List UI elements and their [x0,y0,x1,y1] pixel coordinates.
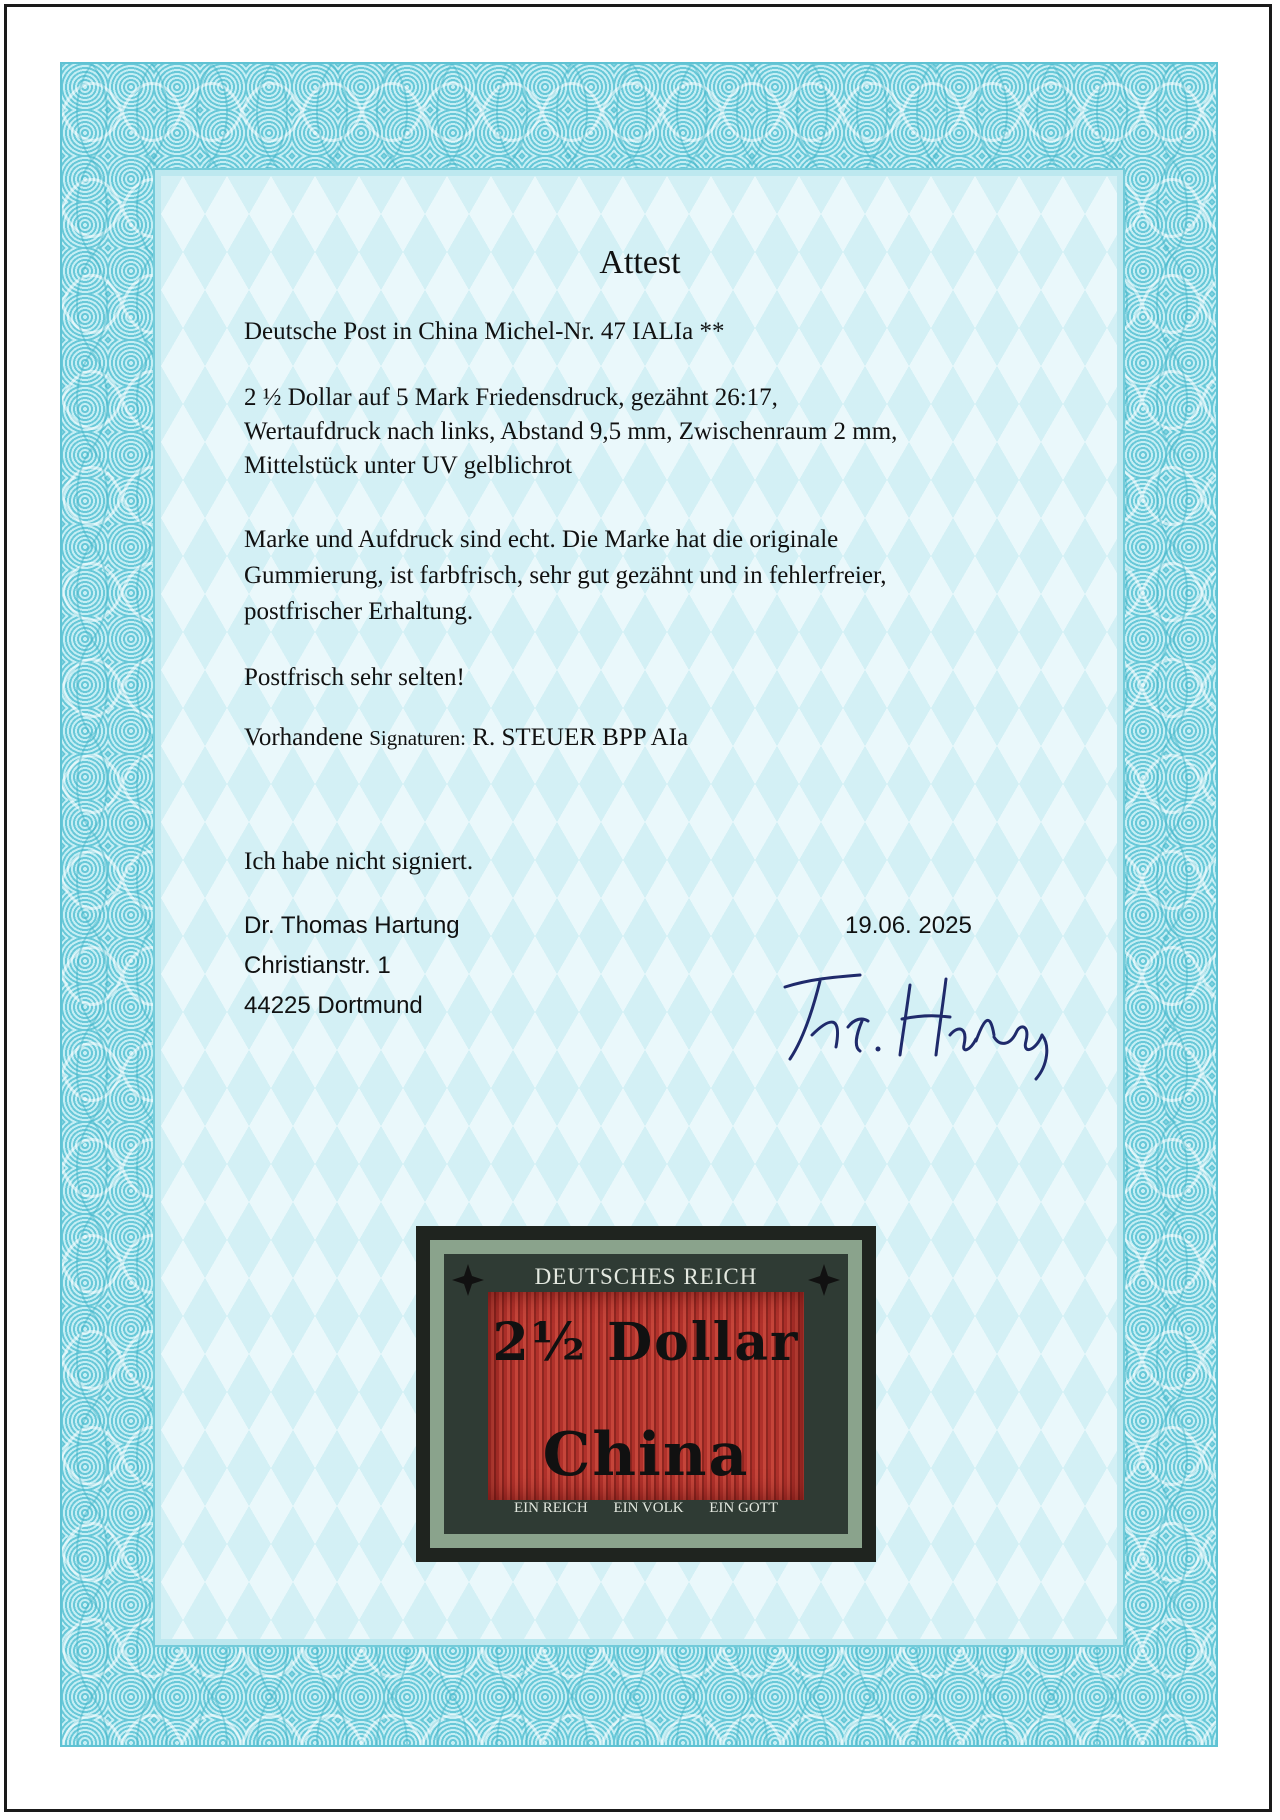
stamp-top-text: DEUTSCHES REICH [534,1264,758,1289]
certificate-title: Attest [599,244,681,281]
description-line-1: 2 ½ Dollar auf 5 Mark Friedensdruck, gezähnt 26:17, [244,384,778,411]
statement-line-3: postfrischer Erhaltung. [244,598,474,625]
signatures-prefix: Vorhandene [244,724,370,751]
handwritten-signature [750,955,1070,1085]
stamp-bottom-mottos [514,1500,778,1526]
expert-name: Dr. Thomas Hartung [244,912,460,939]
description-line-2: Wertaufdruck nach links, Abstand 9,5 mm, Zwischenraum 2 mm, [244,418,898,445]
stamp-motto-1: EIN REICH [514,1500,588,1516]
certificate-date: 19.06. 2025 [845,912,972,939]
stamp-frame [444,1254,848,1534]
signatures-line [244,724,688,752]
stamp-motto-3: EIN GOTT [709,1500,778,1516]
stamp-corner-ornament-icon [448,1260,488,1300]
stamp-corner-ornament-icon [804,1260,844,1300]
catalog-line: Deutsche Post in China Michel-Nr. 47 IALIa ** [244,318,725,345]
not-signed-note: Ich habe nicht signiert. [244,848,474,875]
description-line-3: Mittelstück unter UV gelblichrot [244,452,572,479]
stamp-image [416,1226,876,1562]
stamp-center-scene [488,1292,804,1500]
signatures-label: Signaturen: [369,726,467,750]
statement-line-1: Marke und Aufdruck sind echt. Die Marke hat die originale [244,526,839,553]
expert-street: Christianstr. 1 [244,952,391,979]
stamp-overprint-country: China [542,1420,750,1490]
expert-city: 44225 Dortmund [244,992,423,1019]
stamp-overprint-value: 2½ Dollar [492,1312,800,1373]
rarity-note: Postfrisch sehr selten! [244,664,465,691]
stamp-perforation-area [430,1240,862,1548]
stamp-motto-2: EIN VOLK [613,1500,684,1516]
statement-line-2: Gummierung, ist farbfrisch, sehr gut gezähnt und in fehlerfreier, [244,562,887,589]
signatures-value: R. STEUER BPP AIa [466,724,689,751]
